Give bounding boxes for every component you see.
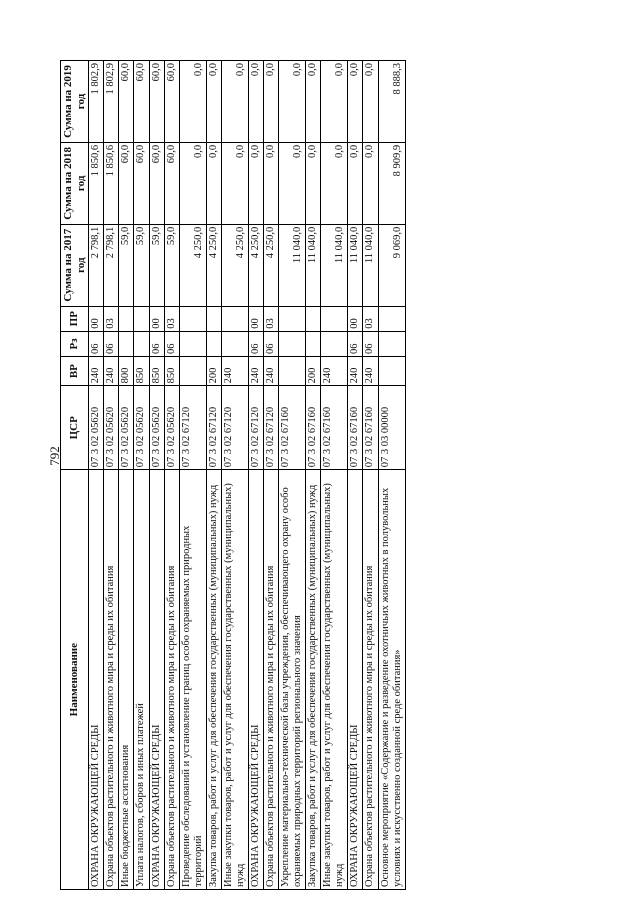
cell-pr <box>306 306 321 331</box>
cell-sum-2017: 2 798,1 <box>89 224 104 306</box>
cell-rz: 06 <box>248 331 263 356</box>
cell-csr: 07 3 02 05620 <box>104 386 119 470</box>
cell-sum-2017: 4 250,0 <box>264 224 279 306</box>
cell-pr <box>221 306 248 331</box>
header-rz: Рз <box>61 331 89 356</box>
cell-name: Охрана объектов растительного и животного мира и среды их обитания <box>164 470 179 890</box>
cell-rz <box>221 331 248 356</box>
header-csr: ЦСР <box>61 386 89 470</box>
cell-name: Охрана объектов растительного и животного мира и среды их обитания <box>104 470 119 890</box>
cell-pr <box>134 306 149 331</box>
cell-name: Основное мероприятие «Содержание и разведение охотничьих животных в полувольных условиях и искусственно созданной среде обитания» <box>378 470 405 890</box>
cell-vr: 240 <box>321 356 348 385</box>
cell-sum-2019: 60,0 <box>164 61 179 143</box>
cell-sum-2017: 11 040,0 <box>321 224 348 306</box>
table-row <box>206 61 221 890</box>
cell-vr: 240 <box>363 356 378 385</box>
budget-table <box>60 60 406 890</box>
cell-vr: 800 <box>119 356 134 385</box>
cell-sum-2019: 1 802,9 <box>104 61 119 143</box>
cell-name: Охрана объектов растительного и животного мира и среды их обитания <box>363 470 378 890</box>
cell-sum-2017: 59,0 <box>134 224 149 306</box>
cell-sum-2017: 59,0 <box>149 224 164 306</box>
table-row <box>164 61 179 890</box>
cell-pr: 03 <box>363 306 378 331</box>
cell-rz: 06 <box>264 331 279 356</box>
cell-csr: 07 3 02 67160 <box>348 386 363 470</box>
page-number: 792 <box>47 446 62 466</box>
cell-csr: 07 3 03 00000 <box>378 386 405 470</box>
cell-csr: 07 3 02 67120 <box>248 386 263 470</box>
cell-rz <box>134 331 149 356</box>
cell-vr: 240 <box>89 356 104 385</box>
cell-pr <box>206 306 221 331</box>
cell-sum-2017: 11 040,0 <box>306 224 321 306</box>
cell-pr <box>378 306 405 331</box>
cell-sum-2019: 0,0 <box>264 61 279 143</box>
cell-sum-2019: 0,0 <box>306 61 321 143</box>
cell-sum-2018: 8 909,9 <box>378 142 405 224</box>
cell-pr: 03 <box>104 306 119 331</box>
header-pr: ПР <box>61 306 89 331</box>
cell-rz: 06 <box>363 331 378 356</box>
cell-rz <box>279 331 306 356</box>
cell-name: Иные бюджетные ассигнования <box>119 470 134 890</box>
cell-pr: 00 <box>89 306 104 331</box>
cell-sum-2017: 11 040,0 <box>348 224 363 306</box>
cell-name: ОХРАНА ОКРУЖАЮЩЕЙ СРЕДЫ <box>89 470 104 890</box>
cell-pr <box>279 306 306 331</box>
cell-vr: 850 <box>134 356 149 385</box>
cell-sum-2018: 0,0 <box>363 142 378 224</box>
header-vr: ВР <box>61 356 89 385</box>
cell-sum-2018: 0,0 <box>279 142 306 224</box>
cell-sum-2019: 0,0 <box>179 61 206 143</box>
cell-name: Иные закупки товаров, работ и услуг для обеспечения государственных (муниципальных) нужд <box>321 470 348 890</box>
cell-sum-2019: 0,0 <box>321 61 348 143</box>
cell-sum-2017: 4 250,0 <box>248 224 263 306</box>
cell-csr: 07 3 02 67120 <box>221 386 248 470</box>
cell-sum-2018: 60,0 <box>149 142 164 224</box>
cell-sum-2019: 0,0 <box>279 61 306 143</box>
cell-name: ОХРАНА ОКРУЖАЮЩЕЙ СРЕДЫ <box>248 470 263 890</box>
cell-sum-2017: 2 798,1 <box>104 224 119 306</box>
table-row <box>348 61 363 890</box>
cell-sum-2017: 9 069,0 <box>378 224 405 306</box>
cell-sum-2017: 59,0 <box>164 224 179 306</box>
table-row <box>363 61 378 890</box>
table-header-row <box>61 61 89 890</box>
cell-vr: 200 <box>306 356 321 385</box>
cell-name: Закупка товаров, работ и услуг для обеспечения государственных (муниципальных) нужд <box>306 470 321 890</box>
cell-vr: 240 <box>348 356 363 385</box>
cell-sum-2018: 1 850,6 <box>104 142 119 224</box>
cell-sum-2018: 0,0 <box>306 142 321 224</box>
cell-csr: 07 3 02 67160 <box>363 386 378 470</box>
table-row <box>306 61 321 890</box>
header-sum-2017: Сумма на 2017 год <box>61 224 89 306</box>
cell-sum-2019: 0,0 <box>206 61 221 143</box>
cell-name: Уплата налогов, сборов и иных платежей <box>134 470 149 890</box>
cell-rz <box>321 331 348 356</box>
cell-sum-2018: 0,0 <box>264 142 279 224</box>
cell-sum-2019: 60,0 <box>134 61 149 143</box>
table-row <box>104 61 119 890</box>
cell-name: Охрана объектов растительного и животного мира и среды их обитания <box>264 470 279 890</box>
cell-csr: 07 3 02 05620 <box>89 386 104 470</box>
table-row <box>134 61 149 890</box>
cell-name: Проведение обследований и установление границ особо охраняемых природных территорий <box>179 470 206 890</box>
cell-csr: 07 3 02 67160 <box>279 386 306 470</box>
cell-pr: 00 <box>149 306 164 331</box>
table-row <box>179 61 206 890</box>
table-row <box>149 61 164 890</box>
cell-vr: 240 <box>248 356 263 385</box>
cell-sum-2019: 0,0 <box>348 61 363 143</box>
cell-pr: 00 <box>348 306 363 331</box>
table-row <box>264 61 279 890</box>
cell-vr: 200 <box>206 356 221 385</box>
cell-vr: 240 <box>104 356 119 385</box>
cell-vr <box>279 356 306 385</box>
cell-csr: 07 3 02 05620 <box>164 386 179 470</box>
table-row <box>378 61 405 890</box>
cell-sum-2019: 60,0 <box>119 61 134 143</box>
cell-csr: 07 3 02 05620 <box>149 386 164 470</box>
cell-rz: 06 <box>149 331 164 356</box>
cell-sum-2018: 1 850,6 <box>89 142 104 224</box>
cell-vr: 850 <box>149 356 164 385</box>
cell-sum-2018: 60,0 <box>134 142 149 224</box>
cell-name: ОХРАНА ОКРУЖАЮЩЕЙ СРЕДЫ <box>348 470 363 890</box>
cell-sum-2018: 0,0 <box>248 142 263 224</box>
cell-sum-2019: 8 888,3 <box>378 61 405 143</box>
cell-name: Укрепление материально-технической базы учреждения, обеспечивающего охрану особо охраняемых природных территорий регионального значения <box>279 470 306 890</box>
cell-sum-2019: 1 802,9 <box>89 61 104 143</box>
cell-sum-2017: 11 040,0 <box>363 224 378 306</box>
cell-rz: 06 <box>348 331 363 356</box>
cell-rz <box>378 331 405 356</box>
cell-vr <box>378 356 405 385</box>
cell-sum-2017: 4 250,0 <box>206 224 221 306</box>
cell-sum-2019: 0,0 <box>363 61 378 143</box>
cell-sum-2019: 60,0 <box>149 61 164 143</box>
table-row <box>89 61 104 890</box>
budget-table-container <box>60 60 406 890</box>
cell-rz <box>119 331 134 356</box>
table-row <box>321 61 348 890</box>
cell-sum-2018: 0,0 <box>221 142 248 224</box>
cell-sum-2018: 0,0 <box>321 142 348 224</box>
cell-csr: 07 3 02 67160 <box>306 386 321 470</box>
header-name: Наименование <box>61 470 89 890</box>
cell-sum-2018: 60,0 <box>164 142 179 224</box>
cell-csr: 07 3 02 67120 <box>206 386 221 470</box>
cell-sum-2018: 0,0 <box>206 142 221 224</box>
cell-csr: 07 3 02 67120 <box>179 386 206 470</box>
cell-csr: 07 3 02 67160 <box>321 386 348 470</box>
cell-pr: 03 <box>164 306 179 331</box>
cell-pr: 03 <box>264 306 279 331</box>
cell-csr: 07 3 02 05620 <box>134 386 149 470</box>
table-body <box>89 61 405 890</box>
table-row <box>279 61 306 890</box>
cell-rz <box>179 331 206 356</box>
table-row <box>119 61 134 890</box>
cell-rz: 06 <box>164 331 179 356</box>
cell-sum-2019: 0,0 <box>221 61 248 143</box>
cell-pr: 00 <box>248 306 263 331</box>
cell-vr: 240 <box>221 356 248 385</box>
cell-sum-2017: 4 250,0 <box>179 224 206 306</box>
cell-sum-2018: 0,0 <box>179 142 206 224</box>
table-row <box>221 61 248 890</box>
cell-vr: 850 <box>164 356 179 385</box>
table-row <box>248 61 263 890</box>
header-sum-2018: Сумма на 2018 год <box>61 142 89 224</box>
cell-pr <box>321 306 348 331</box>
cell-vr <box>179 356 206 385</box>
cell-rz: 06 <box>89 331 104 356</box>
header-sum-2019: Сумма на 2019 год <box>61 61 89 143</box>
cell-pr <box>179 306 206 331</box>
cell-sum-2017: 59,0 <box>119 224 134 306</box>
cell-sum-2017: 11 040,0 <box>279 224 306 306</box>
cell-sum-2017: 4 250,0 <box>221 224 248 306</box>
cell-csr: 07 3 02 05620 <box>119 386 134 470</box>
cell-vr: 240 <box>264 356 279 385</box>
cell-rz: 06 <box>104 331 119 356</box>
cell-name: ОХРАНА ОКРУЖАЮЩЕЙ СРЕДЫ <box>149 470 164 890</box>
cell-name: Закупка товаров, работ и услуг для обеспечения государственных (муниципальных) нужд <box>206 470 221 890</box>
cell-pr <box>119 306 134 331</box>
cell-rz <box>306 331 321 356</box>
cell-rz <box>206 331 221 356</box>
cell-sum-2018: 0,0 <box>348 142 363 224</box>
cell-name: Иные закупки товаров, работ и услуг для обеспечения государственных (муниципальных) нужд <box>221 470 248 890</box>
cell-sum-2019: 0,0 <box>248 61 263 143</box>
cell-sum-2018: 60,0 <box>119 142 134 224</box>
cell-csr: 07 3 02 67120 <box>264 386 279 470</box>
